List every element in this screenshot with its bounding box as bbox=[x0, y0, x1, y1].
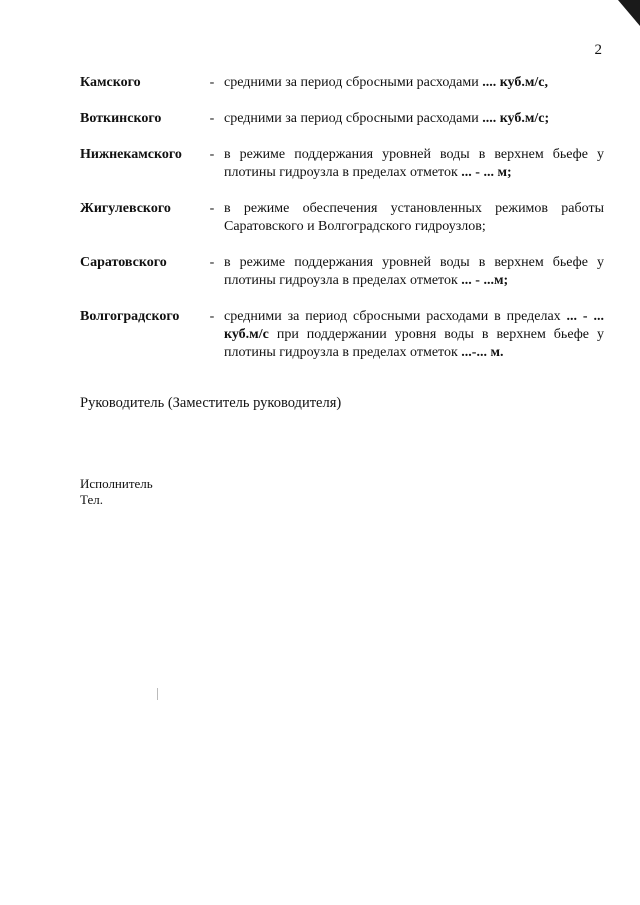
page-number: 2 bbox=[594, 42, 602, 58]
entry-text: средними за период сбросными расходами .... куб.м/с, bbox=[224, 75, 549, 90]
flow-value: ... - ... куб.м/с bbox=[224, 309, 604, 342]
entry-text: в режиме обеспечения установленных режимов работы Саратовского и Волгоградского гидроузлов; bbox=[224, 201, 604, 234]
entry-name: Нижнекамского bbox=[80, 147, 182, 162]
entry-name: Воткинского bbox=[80, 111, 162, 126]
entry-text: в режиме поддержания уровней воды в верхнем бьефе у плотины гидроузла в пределах отметок ... - ...м; bbox=[224, 255, 604, 288]
scan-corner-fold bbox=[618, 0, 640, 26]
entry-kamsky bbox=[80, 74, 604, 92]
executor-block bbox=[80, 476, 153, 508]
entry-dash: - bbox=[209, 147, 215, 162]
executor-label: Исполнитель bbox=[80, 476, 153, 491]
level-value: ... - ... м; bbox=[461, 165, 512, 180]
entry-dash: - bbox=[209, 309, 215, 324]
entry-dash: - bbox=[209, 75, 215, 90]
entry-zhigulevsky bbox=[80, 200, 604, 236]
flow-value: .... куб.м/с; bbox=[482, 111, 550, 126]
entry-dash: - bbox=[209, 111, 215, 126]
entry-dash: - bbox=[209, 201, 215, 216]
entry-dash: - bbox=[209, 255, 215, 270]
signature-line: Руководитель (Заместитель руководителя) bbox=[80, 395, 342, 411]
entry-name: Волгоградского bbox=[80, 309, 180, 324]
entry-saratovsky bbox=[80, 254, 604, 290]
phone-label: Тел. bbox=[80, 492, 103, 507]
flow-value: .... куб.м/с, bbox=[482, 75, 549, 90]
level-value: ... - ...м; bbox=[461, 273, 509, 288]
entry-text: в режиме поддержания уровней воды в верхнем бьефе у плотины гидроузла в пределах отметок ... - ... м; bbox=[224, 147, 604, 180]
entry-nizhnekamsky bbox=[80, 146, 604, 182]
entry-text: средними за период сбросными расходами .... куб.м/с; bbox=[224, 111, 550, 126]
entry-name: Саратовского bbox=[80, 255, 167, 270]
entry-name: Жигулевского bbox=[80, 201, 171, 216]
entry-text: средними за период сбросными расходами в пределах ... - ... куб.м/с при поддержании уровня воды в верхнем бьефе у плотины гидроузла в пределах отметок ...-... м. bbox=[224, 309, 604, 360]
entry-name: Камского bbox=[80, 75, 141, 90]
level-value: ...-... м. bbox=[461, 345, 504, 360]
entry-votkinsky bbox=[80, 110, 604, 128]
entry-volgogradsky bbox=[80, 308, 604, 362]
scan-speck bbox=[157, 688, 158, 700]
hydro-regime-list bbox=[80, 74, 604, 362]
